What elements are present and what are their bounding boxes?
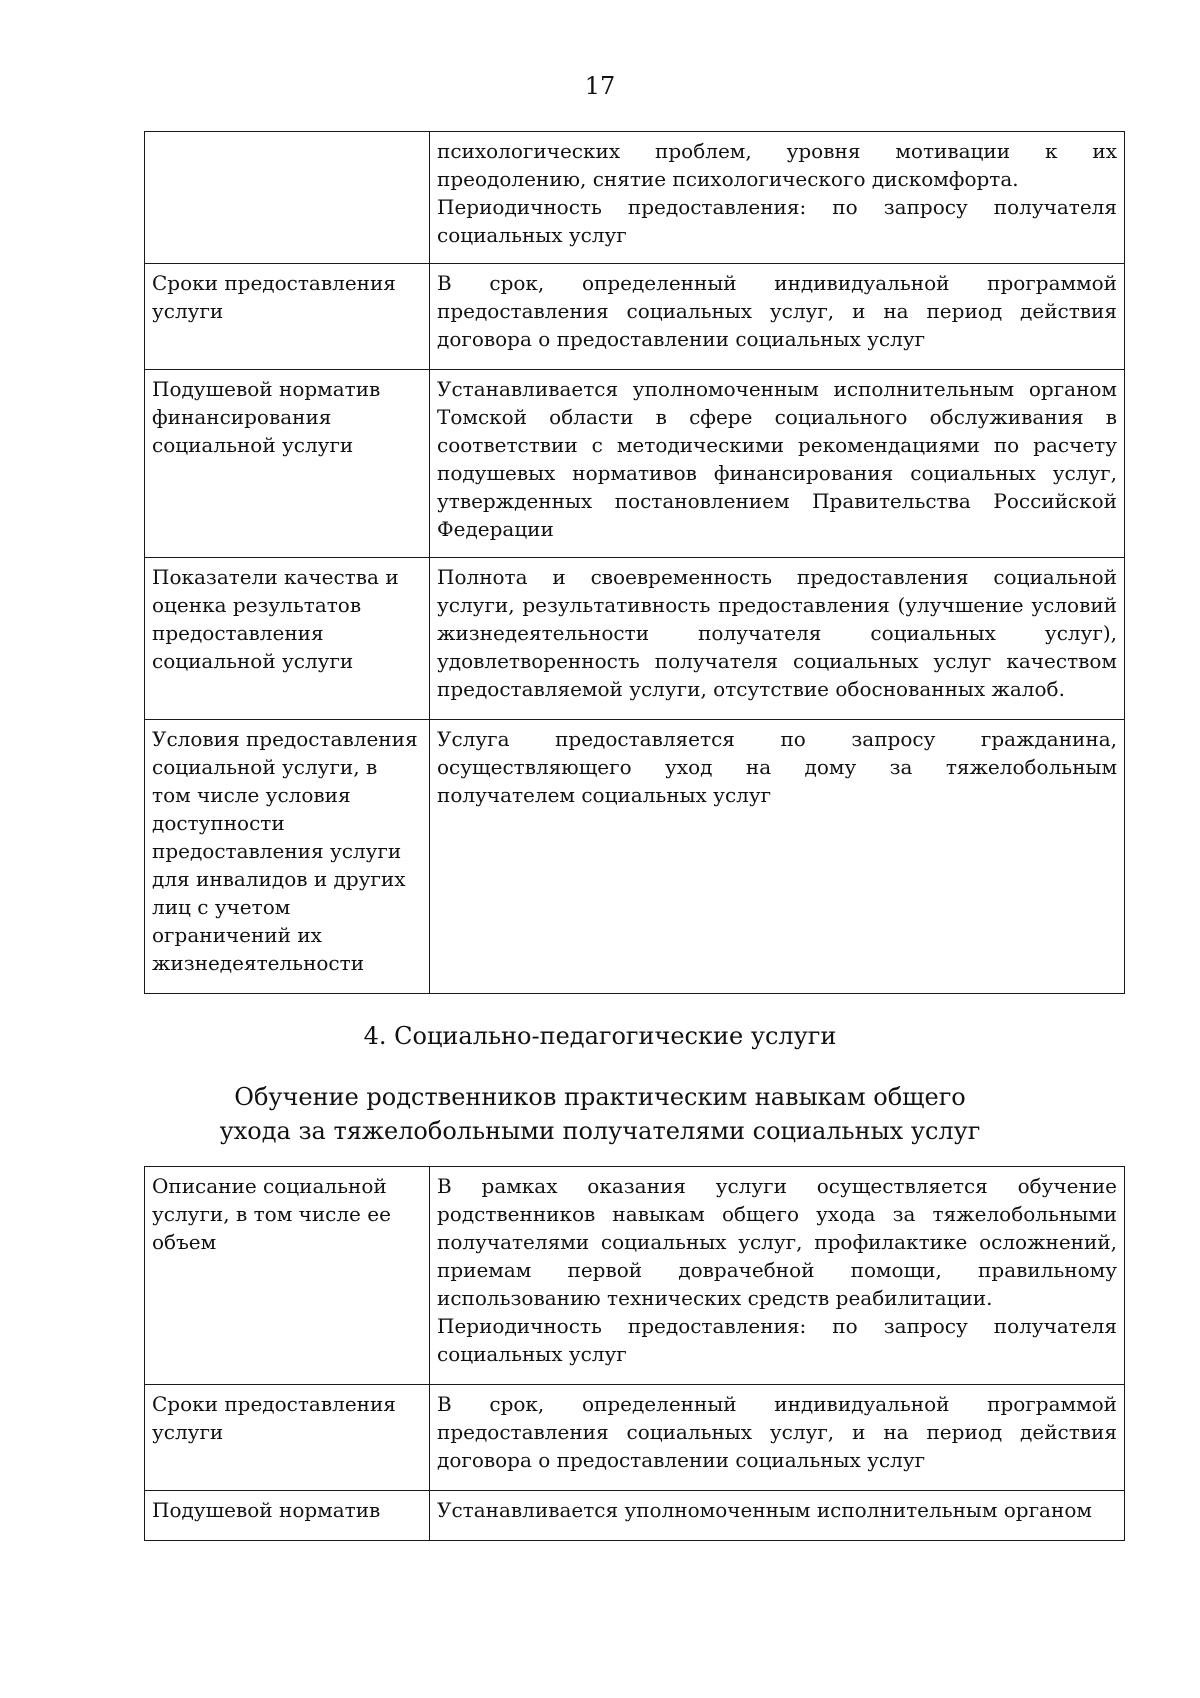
row-value-paragraph: Услуга предоставляется по запросу гражданина, осуществляющего уход на дому за тяжелобольным получателем социальных услуг bbox=[437, 727, 1117, 807]
row-value bbox=[430, 1491, 1125, 1541]
service-title: Обучение родственников практическим навыкам общего ухода за тяжелобольными получателями социальных услуг bbox=[219, 1083, 981, 1145]
row-label: Описание социальной услуги, в том числе ее объем bbox=[145, 1167, 430, 1385]
row-value-paragraph: психологических проблем, уровня мотивации к их преодолению, снятие психологического дискомфорта. bbox=[437, 139, 1117, 191]
row-label: Подушевой норматив bbox=[145, 1491, 430, 1541]
table-row bbox=[145, 720, 1125, 994]
row-value bbox=[430, 558, 1125, 720]
table-row bbox=[145, 264, 1125, 370]
table-row bbox=[145, 132, 1125, 264]
row-value bbox=[430, 370, 1125, 558]
row-label: Условия предоставления социальной услуги, в том числе условия доступности предоставления услуги для инвалидов и других лиц с учетом ограничений их жизнедеятельности bbox=[145, 720, 430, 994]
service-details-table-continued bbox=[144, 131, 1125, 994]
row-value bbox=[430, 264, 1125, 370]
page-number: 17 bbox=[584, 72, 616, 100]
row-label: Подушевой норматив финансирования социальной услуги bbox=[145, 370, 430, 558]
table-row bbox=[145, 1491, 1125, 1541]
row-value-paragraph: Устанавливается уполномоченным исполнительным органом Томской области в сфере социального обслуживания в соответствии с методическими рекомендациями по расчету подушевых нормативов финансирования социальных услуг, утвержденных постановлением Правительства Российской Федерации bbox=[437, 377, 1117, 541]
row-value-paragraph: В рамках оказания услуги осуществляется обучение родственников навыкам общего ухода за тяжелобольными получателями социальных услуг, профилактике осложнений, приемам первой доврачебной помощи, правильному использованию технических средств реабилитации. bbox=[437, 1174, 1117, 1310]
row-value-paragraph: В срок, определенный индивидуальной программой предоставления социальных услуг, и на период действия договора о предоставлении социальных услуг bbox=[437, 1392, 1117, 1472]
row-label: Сроки предоставления услуги bbox=[145, 1385, 430, 1491]
row-value-paragraph: Устанавливается уполномоченным исполнительным органом bbox=[437, 1498, 1092, 1522]
row-value bbox=[430, 132, 1125, 264]
row-label: Показатели качества и оценка результатов предоставления социальной услуги bbox=[145, 558, 430, 720]
section-heading: 4. Социально-педагогические услуги bbox=[363, 1022, 837, 1050]
row-value-paragraph: Полнота и своевременность предоставления социальной услуги, результативность предоставления (улучшение условий жизнедеятельности получателя социальных услуг), удовлетворенность получателя социальных услуг качеством предоставляемой услуги, отсутствие обоснованных жалоб. bbox=[437, 565, 1117, 701]
table-row bbox=[145, 370, 1125, 558]
row-value bbox=[430, 1167, 1125, 1385]
row-value-paragraph: Периодичность предоставления: по запросу получателя социальных услуг bbox=[437, 195, 1117, 247]
row-label: Сроки предоставления услуги bbox=[145, 264, 430, 370]
row-value-paragraph: В срок, определенный индивидуальной программой предоставления социальных услуг, и на период действия договора о предоставлении социальных услуг bbox=[437, 271, 1117, 351]
service-details-table bbox=[144, 1166, 1125, 1541]
row-value-paragraph: Периодичность предоставления: по запросу получателя социальных услуг bbox=[437, 1314, 1117, 1366]
row-value bbox=[430, 720, 1125, 994]
table-row bbox=[145, 1167, 1125, 1385]
row-value bbox=[430, 1385, 1125, 1491]
table-row bbox=[145, 1385, 1125, 1491]
table-row bbox=[145, 558, 1125, 720]
row-label bbox=[145, 132, 430, 264]
